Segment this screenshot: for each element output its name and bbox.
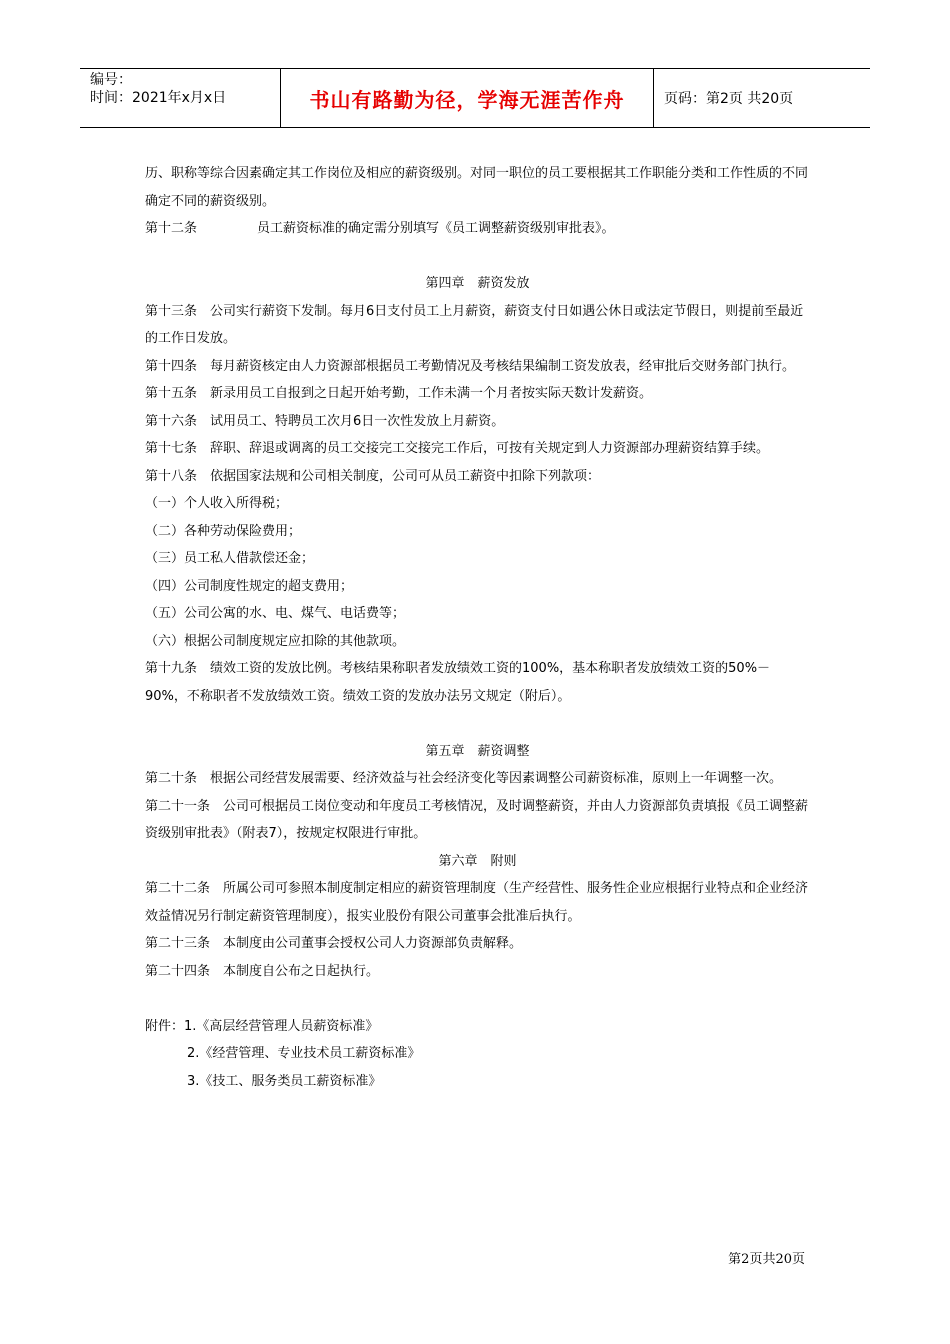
header-motto xyxy=(281,69,654,127)
header-meta xyxy=(80,69,281,127)
list-item: （二）各种劳动保险费用； xyxy=(145,523,302,539)
article-15: 第十五条 新录用员工自报到之日起开始考勤，工作未满一个月者按实际天数计发薪资。 xyxy=(145,386,653,401)
chapter-heading: 第五章 薪资调整 xyxy=(425,743,530,759)
list-item: （五）公司公寓的水、电、煤气、电话费等； xyxy=(145,606,406,621)
article-21: 第二十一条 公司可根据员工岗位变动和年度员工考核情况，及时调整薪资，并由人力资源部负责填报《员工调整薪资级别审批表》（附表7），按规定权限进行审批。 xyxy=(145,798,809,841)
article-13: 第十三条 公司实行薪资下发制。每月6日支付员工上月薪资，薪资支付日如遇公休日或法定节假日，则提前至最近的工作日发放。 xyxy=(145,303,804,346)
article-18: 第十八条 依据国家法规和公司相关制度，公司可从员工薪资中扣除下列款项： xyxy=(145,468,601,484)
article-24: 第二十四条 本制度自公布之日起执行。 xyxy=(145,963,380,979)
document-time: 时间：2021年x月x日 xyxy=(90,90,227,106)
spacer xyxy=(145,243,810,271)
article-17: 第十七条 辞职、辞退或调离的员工交接完工交接完工作后，可按有关规定到人力资源部办理薪资结算手续。 xyxy=(145,441,770,456)
attachment-item: 3.《技工、服务类员工薪资标准》 xyxy=(187,1073,382,1089)
article-19: 第十九条 绩效工资的发放比例。考核结果称职者发放绩效工资的100%，基本称职者发放绩效工资的50%－90%，不称职者不发放绩效工资。绩效工资的发放办法另文规定（附后）。 xyxy=(145,661,771,704)
motto-text: 书山有路勤为径，学海无涯苦作舟 xyxy=(309,87,625,112)
chapter-heading: 第六章 附则 xyxy=(438,853,517,869)
article-20: 第二十条 根据公司经营发展需要、经济效益与社会经济变化等因素调整公司薪资标准，原则上一年调整一次。 xyxy=(145,771,783,786)
document-body xyxy=(145,160,810,1095)
attachment-item: 附件：1.《高层经营管理人员薪资标准》 xyxy=(145,1018,379,1034)
list-item: （一）个人收入所得税； xyxy=(145,496,289,511)
list-item: （四）公司制度性规定的超支费用； xyxy=(145,578,354,594)
header-page-info: 页码：第2页 共20页 xyxy=(664,91,794,107)
article-14: 第十四条 每月薪资核定由人力资源部根据员工考勤情况及考核结果编制工资发放表，经审批后交财务部门执行。 xyxy=(145,358,796,374)
page-header xyxy=(80,68,870,128)
article-text: 员工薪资标准的确定需分别填写《员工调整薪资级别审批表》。 xyxy=(257,221,615,236)
article-16: 第十六条 试用员工、特聘员工次月6日一次性发放上月薪资。 xyxy=(145,413,505,429)
article-number: 第十二条 xyxy=(145,221,198,236)
document-number: 编号： xyxy=(90,72,132,88)
list-item: （三）员工私人借款偿还金； xyxy=(145,551,315,566)
page-footer: 第2页共20页 xyxy=(728,1252,805,1267)
chapter-heading: 第四章 薪资发放 xyxy=(425,276,530,291)
spacer xyxy=(145,985,810,1013)
article-12 xyxy=(145,215,810,243)
list-item: （六）根据公司制度规定应扣除的其他款项。 xyxy=(145,633,406,649)
paragraph: 历、职称等综合因素确定其工作岗位及相应的薪资级别。对同一职位的员工要根据其工作职能分类和工作性质的不同确定不同的薪资级别。 xyxy=(145,166,809,209)
article-22: 第二十二条 所属公司可参照本制度制定相应的薪资管理制度（生产经营性、服务性企业应根据行业特点和企业经济效益情况另行制定薪资管理制度），报实业股份有限公司董事会批准后执行。 xyxy=(145,881,809,924)
spacer xyxy=(145,710,810,738)
article-23: 第二十三条 本制度由公司董事会授权公司人力资源部负责解释。 xyxy=(145,936,523,951)
attachment-item: 2.《经营管理、专业技术员工薪资标准》 xyxy=(187,1046,421,1061)
